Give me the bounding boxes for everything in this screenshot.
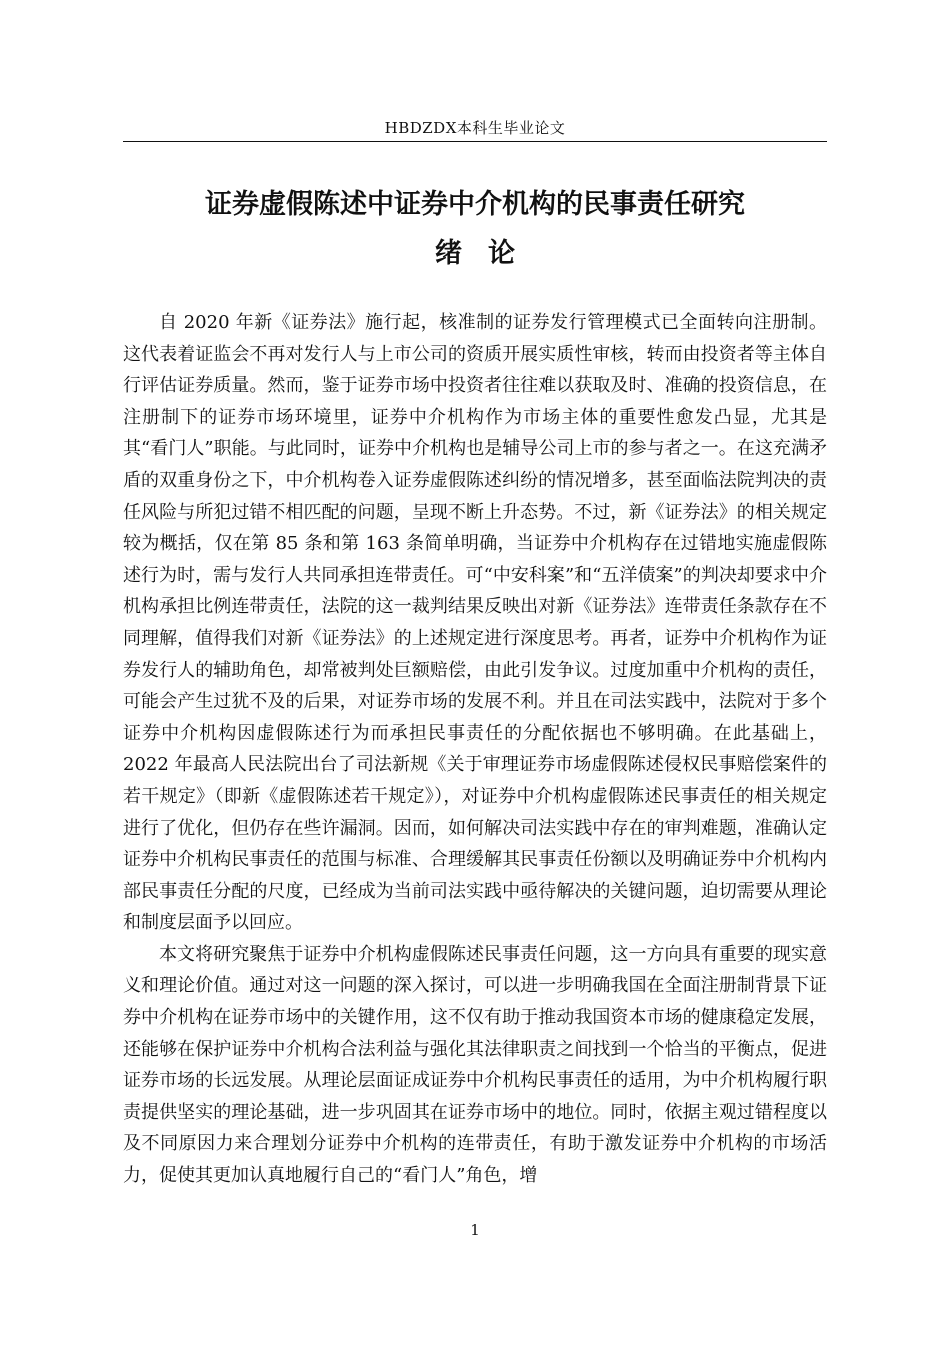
document-title: 证券虚假陈述中证券中介机构的民事责任研究 (205, 189, 745, 220)
page-number: 1 (470, 1221, 480, 1239)
header-divider (123, 141, 827, 142)
running-header: HBDZDX本科生毕业论文 (384, 119, 566, 137)
paragraph-2: 本文将研究聚焦于证券中介机构虚假陈述民事责任问题，这一方向具有重要的现实意义和理论价值。通过对这一问题的深入探讨，可以进一步明确我国在全面注册制背景下证券中介机构在证券市场中的关键作用，这不仅有助于推动我国资本市场的健康稳定发展，还能够在保护证券中介机构合法利益与强化其法律职责之间找到一个恰当的平衡点，促进证券市场的长远发展。从理论层面证成证券中介机构民事责任的适用，为中介机构履行职责提供坚实的理论基础，进一步巩固其在证券市场中的地位。同时，依据主观过错程度以及不同原因力来合理划分证券中介机构的连带责任，有助于激发证券中介机构的市场活力，促使其更加认真地履行自己的“看门人”角色，增 (123, 943, 827, 1187)
paragraph-1: 自 2020 年新《证券法》施行起，核准制的证券发行管理模式已全面转向注册制。这代表着证监会不再对发行人与上市公司的资质开展实质性审核，转而由投资者等主体自行评估证券质量。然而，鉴于证券市场中投资者往往难以获取及时、准确的投资信息，在注册制下的证券市场环境里，证券中介机构作为市场主体的重要性愈发凸显，尤其是其“看门人”职能。与此同时，证券中介机构也是辅导公司上市的参与者之一。在这充满矛盾的双重身份之下，中介机构卷入证券虚假陈述纠纷的情况增多，甚至面临法院判决的责任风险与所犯过错不相匹配的问题，呈现不断上升态势。不过，新《证券法》的相关规定较为概括，仅在第 85 条和第 163 条简单明确，当证券中介机构存在过错地实施虚假陈述行为时，需与发行人共同承担连带责任。可“中安科案”和“五洋债案”的判决却要求中介机构承担比例连带责任，法院的这一裁判结果反映出对新《证券法》连带责任条款存在不同理解，值得我们对新《证券法》的上述规定进行深度思考。再者，证券中介机构作为证券发行人的辅助角色，却常被判处巨额赔偿，由此引发争议。过度加重中介机构的责任，可能会产生过犹不及的后果，对证券市场的发展不利。并且在司法实践中，法院对于多个证券中介机构因虚假陈述行为而承担民事责任的分配依据也不够明确。在此基础上，2022 年最高人民法院出台了司法新规《关于审理证券市场虚假陈述侵权民事赔偿案件的若干规定》（即新《虚假陈述若干规定》），对证券中介机构虚假陈述民事责任的相关规定进行了优化，但仍存在些许漏洞。因而，如何解决司法实践中存在的审判难题，准确认定证券中介机构民事责任的范围与标准、合理缓解其民事责任份额以及明确证券中介机构内部民事责任分配的尺度，已经成为当前司法实践中亟待解决的关键问题，迫切需要从理论和制度层面予以回应。 (123, 312, 827, 934)
section-heading: 绪论 (435, 238, 541, 269)
body-text (123, 307, 827, 1192)
